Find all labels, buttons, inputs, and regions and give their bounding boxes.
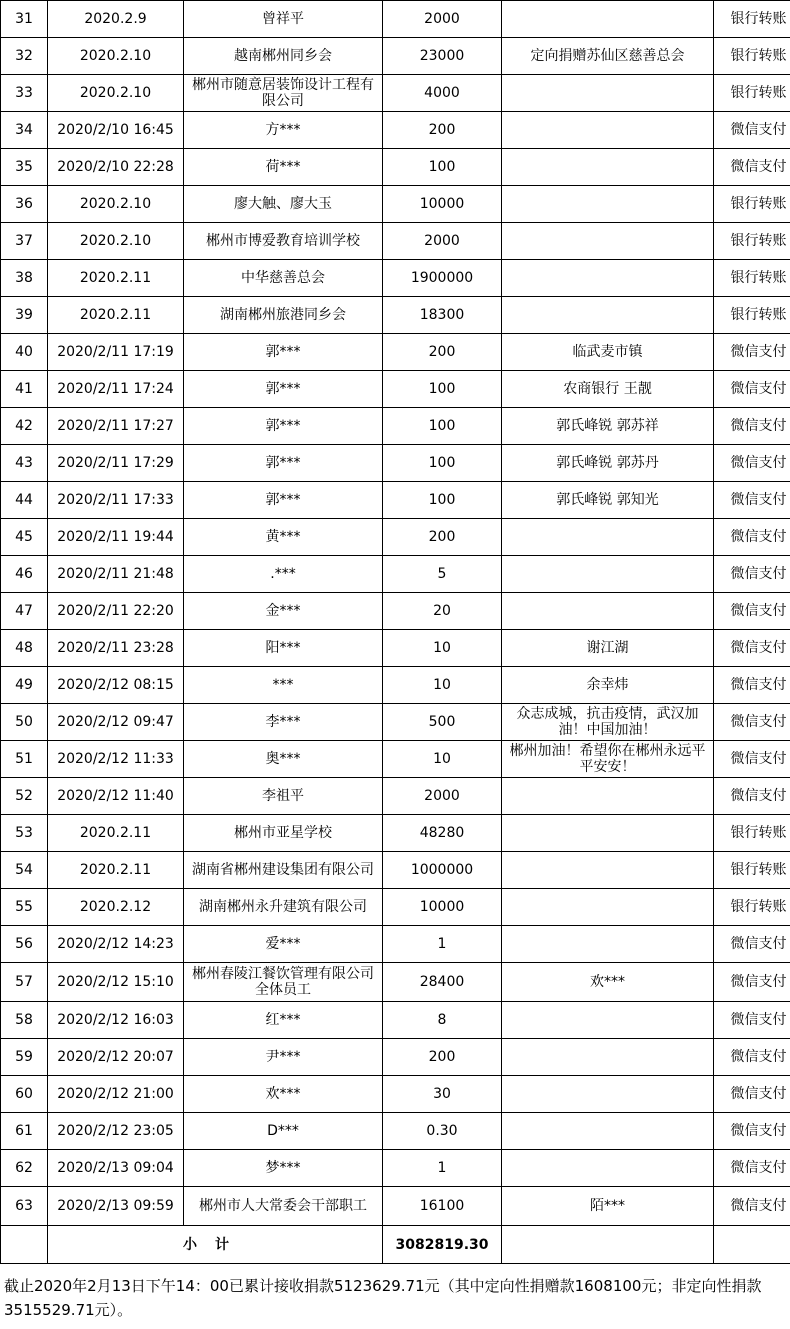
row-donor-cell: 郴州市随意居装饰设计工程有限公司 (184, 75, 383, 112)
table-row (1, 1039, 790, 1076)
row-donor-cell: 李*** (184, 704, 383, 741)
row-donor-cell: 郴州市亚星学校 (184, 815, 383, 852)
row-index-cell: 62 (1, 1150, 48, 1187)
row-amount-cell: 200 (383, 519, 502, 556)
row-amount-cell: 0.30 (383, 1113, 502, 1150)
table-row (1, 371, 790, 408)
row-date-cell: 2020.2.11 (48, 815, 184, 852)
table-row (1, 926, 790, 963)
row-date-cell: 2020/2/13 09:59 (48, 1187, 184, 1226)
row-amount-cell: 28400 (383, 963, 502, 1002)
row-date-cell: 2020.2.10 (48, 75, 184, 112)
row-amount-cell: 100 (383, 371, 502, 408)
row-date-cell: 2020/2/12 23:05 (48, 1113, 184, 1150)
row-index-cell: 46 (1, 556, 48, 593)
row-index-cell: 55 (1, 889, 48, 926)
subtotal-method-cell (714, 1226, 790, 1264)
row-note-cell: 众志成城，抗击疫情，武汉加油！中国加油！ (502, 704, 714, 741)
table-row (1, 408, 790, 445)
table-row (1, 223, 790, 260)
row-amount-cell: 1000000 (383, 852, 502, 889)
row-method-cell: 银行转账 (714, 889, 790, 926)
row-index-cell: 63 (1, 1187, 48, 1226)
row-donor-cell: 越南郴州同乡会 (184, 38, 383, 75)
row-index-cell: 31 (1, 1, 48, 38)
row-amount-cell: 100 (383, 149, 502, 186)
row-index-cell: 51 (1, 741, 48, 778)
row-index-cell: 41 (1, 371, 48, 408)
row-date-cell: 2020.2.11 (48, 260, 184, 297)
row-donor-cell: 郭*** (184, 482, 383, 519)
row-method-cell: 微信支付 (714, 926, 790, 963)
row-donor-cell: 黄*** (184, 519, 383, 556)
row-donor-cell: 爱*** (184, 926, 383, 963)
row-method-cell: 微信支付 (714, 149, 790, 186)
row-amount-cell: 1900000 (383, 260, 502, 297)
row-donor-cell: 郭*** (184, 408, 383, 445)
row-amount-cell: 18300 (383, 297, 502, 334)
row-index-cell: 57 (1, 963, 48, 1002)
row-donor-cell: 尹*** (184, 1039, 383, 1076)
row-index-cell: 58 (1, 1002, 48, 1039)
row-amount-cell: 5 (383, 556, 502, 593)
row-date-cell: 2020/2/11 17:24 (48, 371, 184, 408)
row-method-cell: 银行转账 (714, 75, 790, 112)
subtotal-amount: 3082819.30 (383, 1226, 502, 1264)
row-amount-cell: 100 (383, 408, 502, 445)
table-row (1, 593, 790, 630)
row-amount-cell: 20 (383, 593, 502, 630)
row-amount-cell: 48280 (383, 815, 502, 852)
table-row (1, 667, 790, 704)
row-index-cell: 37 (1, 223, 48, 260)
row-date-cell: 2020/2/12 09:47 (48, 704, 184, 741)
row-method-cell: 微信支付 (714, 778, 790, 815)
table-row (1, 778, 790, 815)
row-method-cell: 微信支付 (714, 408, 790, 445)
table-row (1, 149, 790, 186)
table-row (1, 852, 790, 889)
table-row (1, 741, 790, 778)
row-index-cell: 45 (1, 519, 48, 556)
subtotal-label (48, 1226, 383, 1264)
row-index-cell: 38 (1, 260, 48, 297)
row-amount-cell: 2000 (383, 1, 502, 38)
row-donor-cell: 湖南省郴州建设集团有限公司 (184, 852, 383, 889)
row-method-cell: 微信支付 (714, 1039, 790, 1076)
table-row (1, 1002, 790, 1039)
table-row (1, 815, 790, 852)
row-index-cell: 53 (1, 815, 48, 852)
row-amount-cell: 10 (383, 667, 502, 704)
row-note-cell (502, 260, 714, 297)
row-donor-cell: .*** (184, 556, 383, 593)
row-amount-cell: 1 (383, 926, 502, 963)
row-note-cell (502, 1002, 714, 1039)
row-note-cell: 余幸炜 (502, 667, 714, 704)
row-date-cell: 2020/2/10 22:28 (48, 149, 184, 186)
table-row (1, 38, 790, 75)
table-row (1, 630, 790, 667)
row-method-cell: 微信支付 (714, 1187, 790, 1226)
row-method-cell: 银行转账 (714, 297, 790, 334)
table-row (1, 297, 790, 334)
row-index-cell: 36 (1, 186, 48, 223)
row-method-cell: 微信支付 (714, 1150, 790, 1187)
row-note-cell (502, 112, 714, 149)
row-note-cell: 陌*** (502, 1187, 714, 1226)
row-donor-cell: D*** (184, 1113, 383, 1150)
row-method-cell: 微信支付 (714, 445, 790, 482)
row-donor-cell: 郭*** (184, 445, 383, 482)
row-note-cell (502, 149, 714, 186)
row-note-cell (502, 297, 714, 334)
row-method-cell: 微信支付 (714, 556, 790, 593)
row-index-cell: 59 (1, 1039, 48, 1076)
subtotal-note-cell (502, 1226, 714, 1264)
row-amount-cell: 2000 (383, 223, 502, 260)
row-amount-cell: 4000 (383, 75, 502, 112)
row-index-cell: 54 (1, 852, 48, 889)
row-note-cell (502, 1039, 714, 1076)
row-method-cell: 银行转账 (714, 260, 790, 297)
row-date-cell: 2020/2/12 11:33 (48, 741, 184, 778)
row-method-cell: 微信支付 (714, 112, 790, 149)
row-amount-cell: 200 (383, 112, 502, 149)
row-donor-cell: 郭*** (184, 371, 383, 408)
row-index-cell: 48 (1, 630, 48, 667)
row-date-cell: 2020/2/12 16:03 (48, 1002, 184, 1039)
row-method-cell: 微信支付 (714, 334, 790, 371)
row-method-cell: 微信支付 (714, 519, 790, 556)
table-row (1, 186, 790, 223)
row-date-cell: 2020/2/11 19:44 (48, 519, 184, 556)
row-index-cell: 50 (1, 704, 48, 741)
table-row (1, 445, 790, 482)
row-donor-cell: 郴州市博爱教育培训学校 (184, 223, 383, 260)
row-date-cell: 2020.2.12 (48, 889, 184, 926)
row-note-cell: 郭氏峰锐 郭知光 (502, 482, 714, 519)
row-donor-cell: 方*** (184, 112, 383, 149)
row-note-cell (502, 593, 714, 630)
row-date-cell: 2020/2/11 17:33 (48, 482, 184, 519)
row-method-cell: 银行转账 (714, 186, 790, 223)
table-row (1, 1150, 790, 1187)
row-method-cell: 银行转账 (714, 1, 790, 38)
row-note-cell: 定向捐赠苏仙区慈善总会 (502, 38, 714, 75)
row-date-cell: 2020/2/11 23:28 (48, 630, 184, 667)
row-date-cell: 2020/2/12 08:15 (48, 667, 184, 704)
row-note-cell (502, 778, 714, 815)
row-amount-cell: 10000 (383, 186, 502, 223)
row-index-cell: 33 (1, 75, 48, 112)
row-date-cell: 2020.2.11 (48, 297, 184, 334)
row-date-cell: 2020/2/10 16:45 (48, 112, 184, 149)
table-row (1, 112, 790, 149)
row-donor-cell: 廖大触、廖大玉 (184, 186, 383, 223)
row-index-cell: 52 (1, 778, 48, 815)
row-note-cell (502, 1076, 714, 1113)
row-date-cell: 2020/2/12 11:40 (48, 778, 184, 815)
row-note-cell: 郴州加油！希望你在郴州永远平平安安！ (502, 741, 714, 778)
table-row (1, 519, 790, 556)
row-donor-cell: 阳*** (184, 630, 383, 667)
row-note-cell: 欢*** (502, 963, 714, 1002)
row-note-cell (502, 926, 714, 963)
row-method-cell: 微信支付 (714, 593, 790, 630)
row-method-cell: 银行转账 (714, 852, 790, 889)
row-amount-cell: 23000 (383, 38, 502, 75)
row-index-cell: 56 (1, 926, 48, 963)
row-index-cell: 43 (1, 445, 48, 482)
table-row (1, 1, 790, 38)
row-note-cell: 农商银行 王靓 (502, 371, 714, 408)
row-date-cell: 2020/2/12 15:10 (48, 963, 184, 1002)
row-date-cell: 2020/2/11 21:48 (48, 556, 184, 593)
row-note-cell (502, 519, 714, 556)
row-method-cell: 银行转账 (714, 815, 790, 852)
row-index-cell: 35 (1, 149, 48, 186)
row-note-cell (502, 1150, 714, 1187)
row-date-cell: 2020/2/12 21:00 (48, 1076, 184, 1113)
row-index-cell: 49 (1, 667, 48, 704)
row-index-cell: 34 (1, 112, 48, 149)
row-index-cell: 61 (1, 1113, 48, 1150)
row-date-cell: 2020/2/12 20:07 (48, 1039, 184, 1076)
row-method-cell: 微信支付 (714, 963, 790, 1002)
row-donor-cell: 曾祥平 (184, 1, 383, 38)
row-note-cell: 临武麦市镇 (502, 334, 714, 371)
row-date-cell: 2020/2/12 14:23 (48, 926, 184, 963)
row-note-cell (502, 1113, 714, 1150)
row-index-cell: 32 (1, 38, 48, 75)
cumulative-footnote: 截止2020年2月13日下午14：00已累计接收捐款5123629.71元（其中定向性捐赠款1608100元；非定向性捐款3515529.71元）。 (4, 1277, 762, 1319)
row-method-cell: 微信支付 (714, 1002, 790, 1039)
row-index-cell: 40 (1, 334, 48, 371)
table-row (1, 260, 790, 297)
row-date-cell: 2020/2/13 09:04 (48, 1150, 184, 1187)
row-amount-cell: 8 (383, 1002, 502, 1039)
row-date-cell: 2020/2/11 17:29 (48, 445, 184, 482)
row-amount-cell: 10000 (383, 889, 502, 926)
row-note-cell (502, 223, 714, 260)
row-date-cell: 2020.2.10 (48, 186, 184, 223)
row-amount-cell: 100 (383, 482, 502, 519)
table-row (1, 556, 790, 593)
row-method-cell: 微信支付 (714, 667, 790, 704)
row-donor-cell: 荷*** (184, 149, 383, 186)
table-row (1, 889, 790, 926)
row-index-cell: 47 (1, 593, 48, 630)
row-method-cell: 微信支付 (714, 630, 790, 667)
row-note-cell (502, 186, 714, 223)
row-donor-cell: 金*** (184, 593, 383, 630)
row-donor-cell: 郴州春陵江餐饮管理有限公司全体员工 (184, 963, 383, 1002)
row-method-cell: 微信支付 (714, 704, 790, 741)
row-note-cell (502, 1, 714, 38)
row-date-cell: 2020/2/11 17:27 (48, 408, 184, 445)
row-method-cell: 微信支付 (714, 482, 790, 519)
row-note-cell: 郭氏峰锐 郭苏丹 (502, 445, 714, 482)
row-donor-cell: 中华慈善总会 (184, 260, 383, 297)
row-donor-cell: *** (184, 667, 383, 704)
row-donor-cell: 李祖平 (184, 778, 383, 815)
row-index-cell: 39 (1, 297, 48, 334)
table-row (1, 1076, 790, 1113)
row-method-cell: 微信支付 (714, 1113, 790, 1150)
row-donor-cell: 欢*** (184, 1076, 383, 1113)
row-note-cell (502, 815, 714, 852)
row-index-cell: 60 (1, 1076, 48, 1113)
row-amount-cell: 500 (383, 704, 502, 741)
row-note-cell (502, 889, 714, 926)
table-row (1, 1187, 790, 1226)
row-note-cell (502, 852, 714, 889)
table-row (1, 334, 790, 371)
row-date-cell: 2020.2.11 (48, 852, 184, 889)
table-row (1, 704, 790, 741)
row-donor-cell: 湖南郴州旅港同乡会 (184, 297, 383, 334)
row-date-cell: 2020.2.10 (48, 38, 184, 75)
row-donor-cell: 郴州市人大常委会干部职工 (184, 1187, 383, 1226)
subtotal-row (1, 1226, 790, 1264)
table-row (1, 482, 790, 519)
row-note-cell: 郭氏峰锐 郭苏祥 (502, 408, 714, 445)
row-amount-cell: 16100 (383, 1187, 502, 1226)
row-amount-cell: 100 (383, 445, 502, 482)
row-index-cell: 42 (1, 408, 48, 445)
row-donor-cell: 红*** (184, 1002, 383, 1039)
row-donor-cell: 郭*** (184, 334, 383, 371)
subtotal-label-text: 小计 (183, 1236, 247, 1253)
row-amount-cell: 30 (383, 1076, 502, 1113)
row-method-cell: 银行转账 (714, 223, 790, 260)
row-method-cell: 微信支付 (714, 371, 790, 408)
row-date-cell: 2020.2.10 (48, 223, 184, 260)
row-note-cell: 谢江湖 (502, 630, 714, 667)
row-amount-cell: 200 (383, 1039, 502, 1076)
row-donor-cell: 奥*** (184, 741, 383, 778)
row-date-cell: 2020/2/11 22:20 (48, 593, 184, 630)
donation-rows (1, 1, 790, 1226)
row-note-cell (502, 556, 714, 593)
row-amount-cell: 200 (383, 334, 502, 371)
table-row (1, 963, 790, 1002)
row-method-cell: 微信支付 (714, 741, 790, 778)
row-amount-cell: 1 (383, 1150, 502, 1187)
row-method-cell: 微信支付 (714, 1076, 790, 1113)
row-amount-cell: 10 (383, 741, 502, 778)
row-date-cell: 2020.2.9 (48, 1, 184, 38)
row-donor-cell: 湖南郴州永升建筑有限公司 (184, 889, 383, 926)
row-donor-cell: 梦*** (184, 1150, 383, 1187)
table-row (1, 75, 790, 112)
row-index-cell: 44 (1, 482, 48, 519)
row-amount-cell: 10 (383, 630, 502, 667)
row-method-cell: 银行转账 (714, 38, 790, 75)
table-row (1, 1113, 790, 1150)
row-date-cell: 2020/2/11 17:19 (48, 334, 184, 371)
subtotal-idx-cell (1, 1226, 48, 1264)
row-amount-cell: 2000 (383, 778, 502, 815)
row-note-cell (502, 75, 714, 112)
